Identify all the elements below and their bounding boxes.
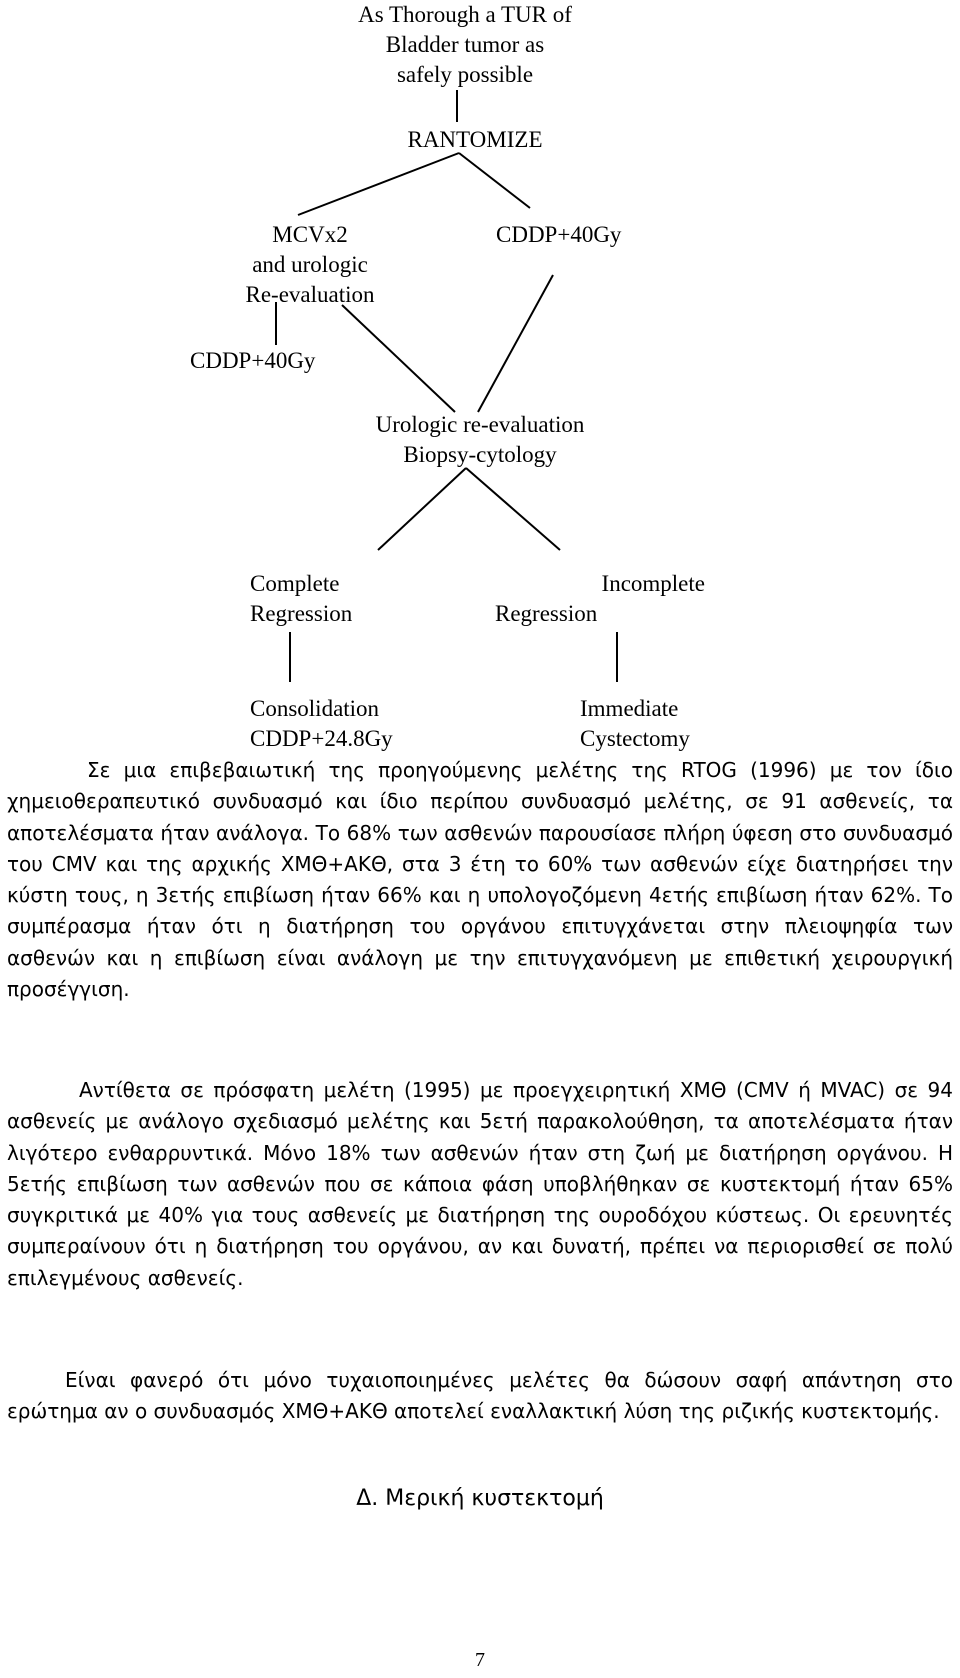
flow-node-immediate-line: Immediate: [580, 696, 679, 721]
body-paragraph-1: Σε μια επιβεβαιωτική της προηγούμενης μελέτης της RTOG (1996) με τον ίδιο χημειοθεραπευτικό συνδυασμό και ίδιο περίπου συνδυασμό μελέτης, σε 91 ασθενείς, τα αποτελέσματα ήταν ανάλογα. Το 68% των ασθενών παρουσίασε πλήρη ύφεση στο συνδυασμό του CMV και της αρχικής ΧΜΘ+ΑΚΘ, στα 3 έτη το 60% των ασθενών είχε διατηρήσει την κύστη τους, η 3ετής επιβίωση ήταν 66% και η υπολογοζόμενη 4ετής επιβίωση ήταν 62%. Το συμπέρασμα ήταν ότι η διατήρηση του οργάνου επιτυγχάνεται στην πλειοψηφία των ασθενών και η επιβίωση είναι ανάλογη με την επιτυγχανόμενη με επιθετική χειρουργική προσέγγιση.: [7, 758, 953, 1002]
flow-node-start: [300, 0, 630, 90]
flow-node-complete-line: Regression: [250, 601, 353, 626]
flow-node-randomize: RANTOMIZE: [407, 127, 543, 152]
connector-randomize-to-left-arm: [298, 153, 459, 215]
section-heading: Δ. Μερική κυστεκτομή: [356, 1486, 604, 1511]
flow-node-left-followup: CDDP+40Gy: [190, 348, 316, 373]
flow-node-start-line: Bladder tumor as: [385, 32, 545, 57]
connector-randomize-to-right-arm: [459, 153, 530, 208]
flow-node-reevaluation-line: Urologic re-evaluation: [375, 412, 585, 437]
connector-right-arm-to-reevaluation: [478, 275, 553, 412]
flow-node-reevaluation-line: Biopsy-cytology: [403, 442, 557, 467]
flow-node-start-line: As Thorough a TUR of: [358, 2, 572, 27]
flow-node-left-arm-line: MCVx2: [272, 222, 348, 247]
flow-node-consolidation-line: CDDP+24.8Gy: [250, 726, 393, 751]
flow-node-consolidation: [250, 694, 393, 754]
connector-reevaluation-to-complete: [378, 468, 466, 550]
flow-node-incomplete-line: Regression: [495, 601, 598, 626]
flow-node-consolidation-line: Consolidation: [250, 696, 380, 721]
connector-left-arm-to-reevaluation: [342, 305, 455, 412]
flow-node-reevaluation: [320, 410, 640, 470]
flow-node-immediate: [580, 694, 690, 754]
flow-node-right-arm: CDDP+40Gy: [496, 222, 622, 247]
body-paragraph-3: Είναι φανερό ότι μόνο τυχαιοποιημένες μελέτες θα δώσουν σαφή απάντηση στο ερώτημα αν ο συνδυασμός ΧΜΘ+ΑΚΘ αποτελεί εναλλακτική λύση της ριζικής κυστεκτομής.: [7, 1368, 953, 1424]
flow-node-start-line: safely possible: [396, 62, 534, 87]
flow-node-complete: [250, 569, 352, 629]
flow-node-left-arm-line: and urologic: [252, 252, 368, 277]
flow-node-complete-line: Complete: [250, 571, 340, 596]
flowchart-connectors: [0, 0, 960, 780]
flow-node-left-arm: [210, 220, 410, 310]
body-paragraph-2: Αντίθετα σε πρόσφατη μελέτη (1995) με προεγχειρητική ΧΜΘ (CMV ή MVAC) σε 94 ασθενείς με ανάλογο σχεδιασμό μελέτης και 5ετή παρακολούθηση, τα αποτελέσματα ήταν λιγότερο ενθαρρυντικά. Μόνο 18% των ασθενών ήταν στη ζωή με διατήρηση οργάνου. Η 5ετής επιβίωση των ασθενών που σε κάποια φάση υποβλήθηκαν σε κυστεκτομή ήταν 65% συγκριτικά με 40% για τους ασθενείς με διατήρηση της ουροδόχου κύστεως. Οι ερευνητές συμπεραίνουν ότι η διατήρηση του οργάνου, αν και δυνατή, πρέπει να περιορισθεί σε πολύ επιλεγμένους ασθενείς.: [7, 1078, 953, 1290]
flow-node-incomplete: [495, 569, 705, 629]
page-number: 7: [475, 1649, 485, 1671]
flow-node-immediate-line: Cystectomy: [580, 726, 690, 751]
connector-reevaluation-to-incomplete: [466, 468, 560, 550]
flow-node-left-arm-line: Re-evaluation: [245, 282, 375, 307]
flow-node-incomplete-line: Incomplete: [601, 571, 705, 596]
